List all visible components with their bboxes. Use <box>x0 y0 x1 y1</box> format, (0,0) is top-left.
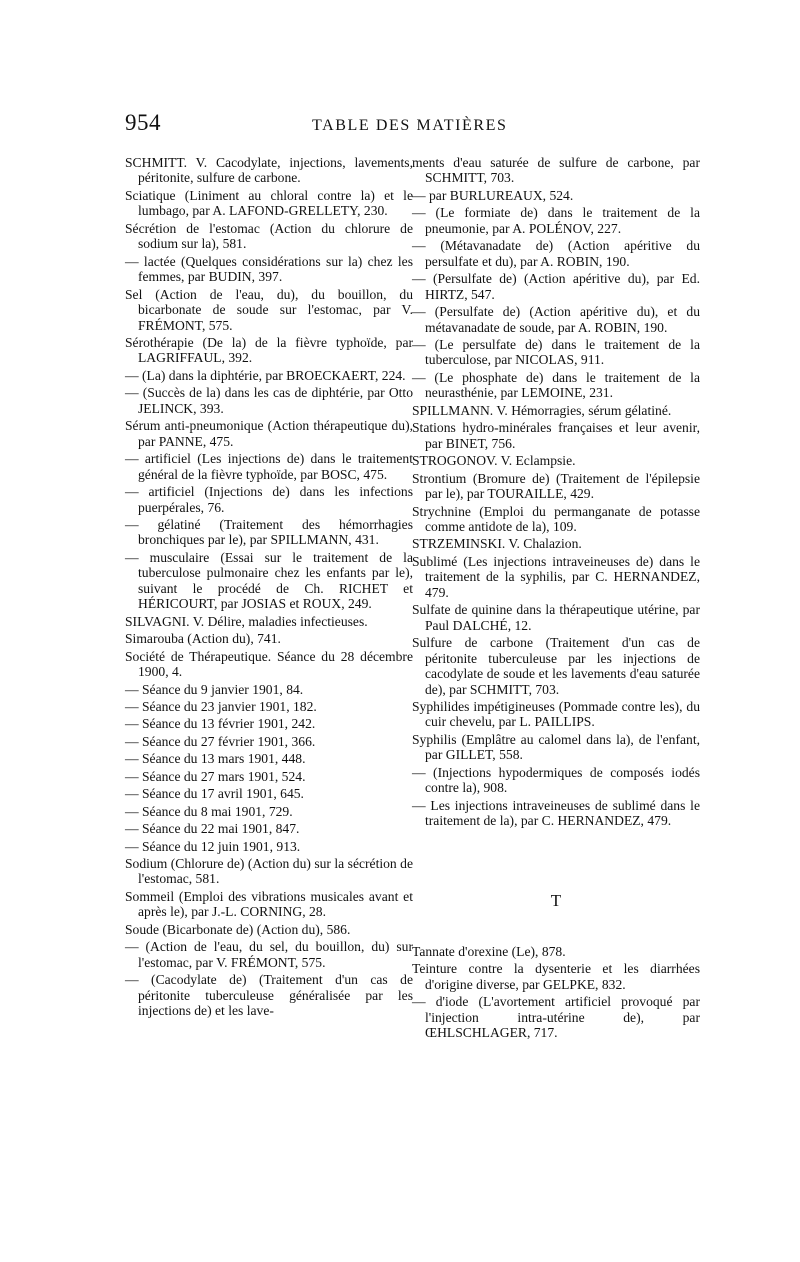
index-entry: STRZEMINSKI. V. Chalazion. <box>412 536 582 552</box>
index-entry: Stations hydro-minérales françaises et leur avenir, par BINET, 756. <box>412 420 700 451</box>
section-letter: T <box>550 890 562 910</box>
index-entry: ments d'eau saturée de sulfure de carbone, par SCHMITT, 703. <box>412 155 700 186</box>
index-entry: Syphilis (Emplâtre au calomel dans la), de l'enfant, par GILLET, 558. <box>412 731 700 763</box>
index-entry: — artificiel (Injections de) dans les infections puerpérales, 76. <box>125 484 413 515</box>
index-entry: — (Le phosphate de) dans le traitement de la neurasthénie, par LEMOINE, 231. <box>412 369 700 401</box>
index-entry: — (Le persulfate de) dans le traitement de la tuberculose, par NICOLAS, 911. <box>412 336 700 368</box>
index-entry: — (Persulfate de) (Action apéritive du), et du métavanadate de soude, par A. ROBIN, 190. <box>412 304 700 335</box>
index-entry: Soude (Bicarbonate de) (Action du), 586. <box>125 921 351 937</box>
index-entry: STROGONOV. V. Eclampsie. <box>412 453 576 469</box>
index-entry: Syphilides impétigineuses (Pommade contre les), du cuir chevelu, par L. PAILLIPS. <box>412 698 700 730</box>
index-entry: Société de Thérapeutique. Séance du 28 décembre 1900, 4. <box>125 648 413 680</box>
index-entry: — Séance du 13 mars 1901, 448. <box>125 751 306 767</box>
index-entry: — par BURLUREAUX, 524. <box>412 187 574 203</box>
left-column <box>125 155 413 1021</box>
index-entry: Tannate d'orexine (Le), 878. <box>412 944 566 960</box>
running-title: TABLE DES MATIÈRES <box>312 117 508 134</box>
index-entry: Sel (Action de l'eau, du), du bouillon, du bicarbonate de soude sur l'estomac, par V. FRÉMONT, 575. <box>125 286 413 333</box>
index-entry: — Séance du 27 février 1901, 366. <box>125 733 316 749</box>
index-entry: Strychnine (Emploi du permanganate de potasse comme antidote de la), 109. <box>412 503 700 534</box>
index-entry: Sulfate de quinine dans la thérapeutique utérine, par Paul DALCHÉ, 12. <box>412 602 700 633</box>
index-entry: Sciatique (Liniment au chloral contre la) et le lumbago, par A. LAFOND-GRELLETY, 230. <box>125 187 413 219</box>
index-entry: — (Injections hypodermiques de composés iodés contre la), 908. <box>412 764 700 796</box>
index-entry: — Séance du 22 mai 1901, 847. <box>125 821 300 837</box>
index-entry: — Séance du 23 janvier 1901, 182. <box>125 698 317 714</box>
index-entry: — d'iode (L'avortement artificiel provoqué par l'injection intra-utérine de), par ŒHLSCHLAGER, 717. <box>412 994 700 1041</box>
right-column <box>412 155 700 1043</box>
index-entry: — gélatiné (Traitement des hémorrhagies bronchiques par le), par SPILLMANN, 431. <box>125 516 413 548</box>
index-entry: SCHMITT. V. Cacodylate, injections, lavements, péritonite, sulfure de carbone. <box>125 155 413 186</box>
index-entry: — (La) dans la diphtérie, par BROECKAERT, 224. <box>125 367 406 383</box>
index-entry: — Séance du 17 avril 1901, 645. <box>125 786 304 802</box>
index-entry: Sommeil (Emploi des vibrations musicales avant et après le), par J.-L. CORNING, 28. <box>125 888 413 920</box>
index-entry: — Séance du 9 janvier 1901, 84. <box>125 681 304 697</box>
index-entry: SILVAGNI. V. Délire, maladies infectieuses. <box>125 613 368 629</box>
index-entry: Sulfure de carbone (Traitement d'un cas de péritonite tuberculeuse par les injections de cacodylate de soude et les lavements d'eau saturée de), par SCHMITT, 703. <box>412 635 700 697</box>
page-number: 954 <box>125 110 161 135</box>
index-entry: — (Persulfate de) (Action apéritive du), par Ed. HIRTZ, 547. <box>412 271 700 302</box>
index-entry: — (Action de l'eau, du sel, du bouillon, du) sur l'estomac, par V. FRÉMONT, 575. <box>125 939 413 970</box>
index-entry: — Séance du 12 juin 1901, 913. <box>125 838 301 854</box>
index-entry: Sérum anti-pneumonique (Action thérapeutique du), par PANNE, 475. <box>125 418 413 449</box>
index-entry: — Les injections intraveineuses de sublimé dans le traitement de la), par C. HERNANDEZ, 479. <box>412 797 700 829</box>
index-entry: Sublimé (Les injections intraveineuses de) dans le traitement de la syphilis, par C. HERNANDEZ, 479. <box>412 553 700 600</box>
index-entry: SPILLMANN. V. Hémorragies, sérum gélatiné. <box>412 402 672 418</box>
index-entry: — Séance du 8 mai 1901, 729. <box>125 803 293 819</box>
index-entry: Sodium (Chlorure de) (Action du) sur la sécrétion de l'estomac, 581. <box>125 856 413 887</box>
index-entry: — lactée (Quelques considérations sur la) chez les femmes, par BUDIN, 397. <box>125 253 413 285</box>
index-entry: Teinture contre la dysenterie et les diarrhées d'origine diverse, par GELPKE, 832. <box>412 961 700 992</box>
index-entry: — Séance du 27 mars 1901, 524. <box>125 768 306 784</box>
index-entry: — (Métavanadate de) (Action apéritive du persulfate et du), par A. ROBIN, 190. <box>412 238 700 269</box>
index-entry: — (Succès de la) dans les cas de diphtérie, par Otto JELINCK, 393. <box>125 385 413 416</box>
index-entry: Strontium (Bromure de) (Traitement de l'épilepsie par le), par TOURAILLE, 429. <box>412 470 700 502</box>
index-entry: — (Cacodylate de) (Traitement d'un cas de péritonite tuberculeuse généralisée par les injections de) et les lave- <box>125 972 413 1019</box>
index-entry: — artificiel (Les injections de) dans le traitement général de la fièvre typhoïde, par BOSC, 475. <box>125 451 413 482</box>
index-entry: Sécrétion de l'estomac (Action du chlorure de sodium sur la), 581. <box>125 220 413 252</box>
index-entry: Sérothérapie (De la) de la fièvre typhoïde, par LAGRIFFAUL, 392. <box>125 334 413 366</box>
index-entry: — musculaire (Essai sur le traitement de la tuberculose pulmonaire chez les enfants par le), suivant le procédé de Ch. RICHET et HÉRICOURT, par JOSIAS et ROUX, 249. <box>125 549 413 612</box>
index-entry: — (Le formiate de) dans le traitement de la pneumonie, par A. POLÉNOV, 227. <box>412 205 700 236</box>
index-entry: Simarouba (Action du), 741. <box>125 631 281 647</box>
index-entry: — Séance du 13 février 1901, 242. <box>125 716 316 732</box>
